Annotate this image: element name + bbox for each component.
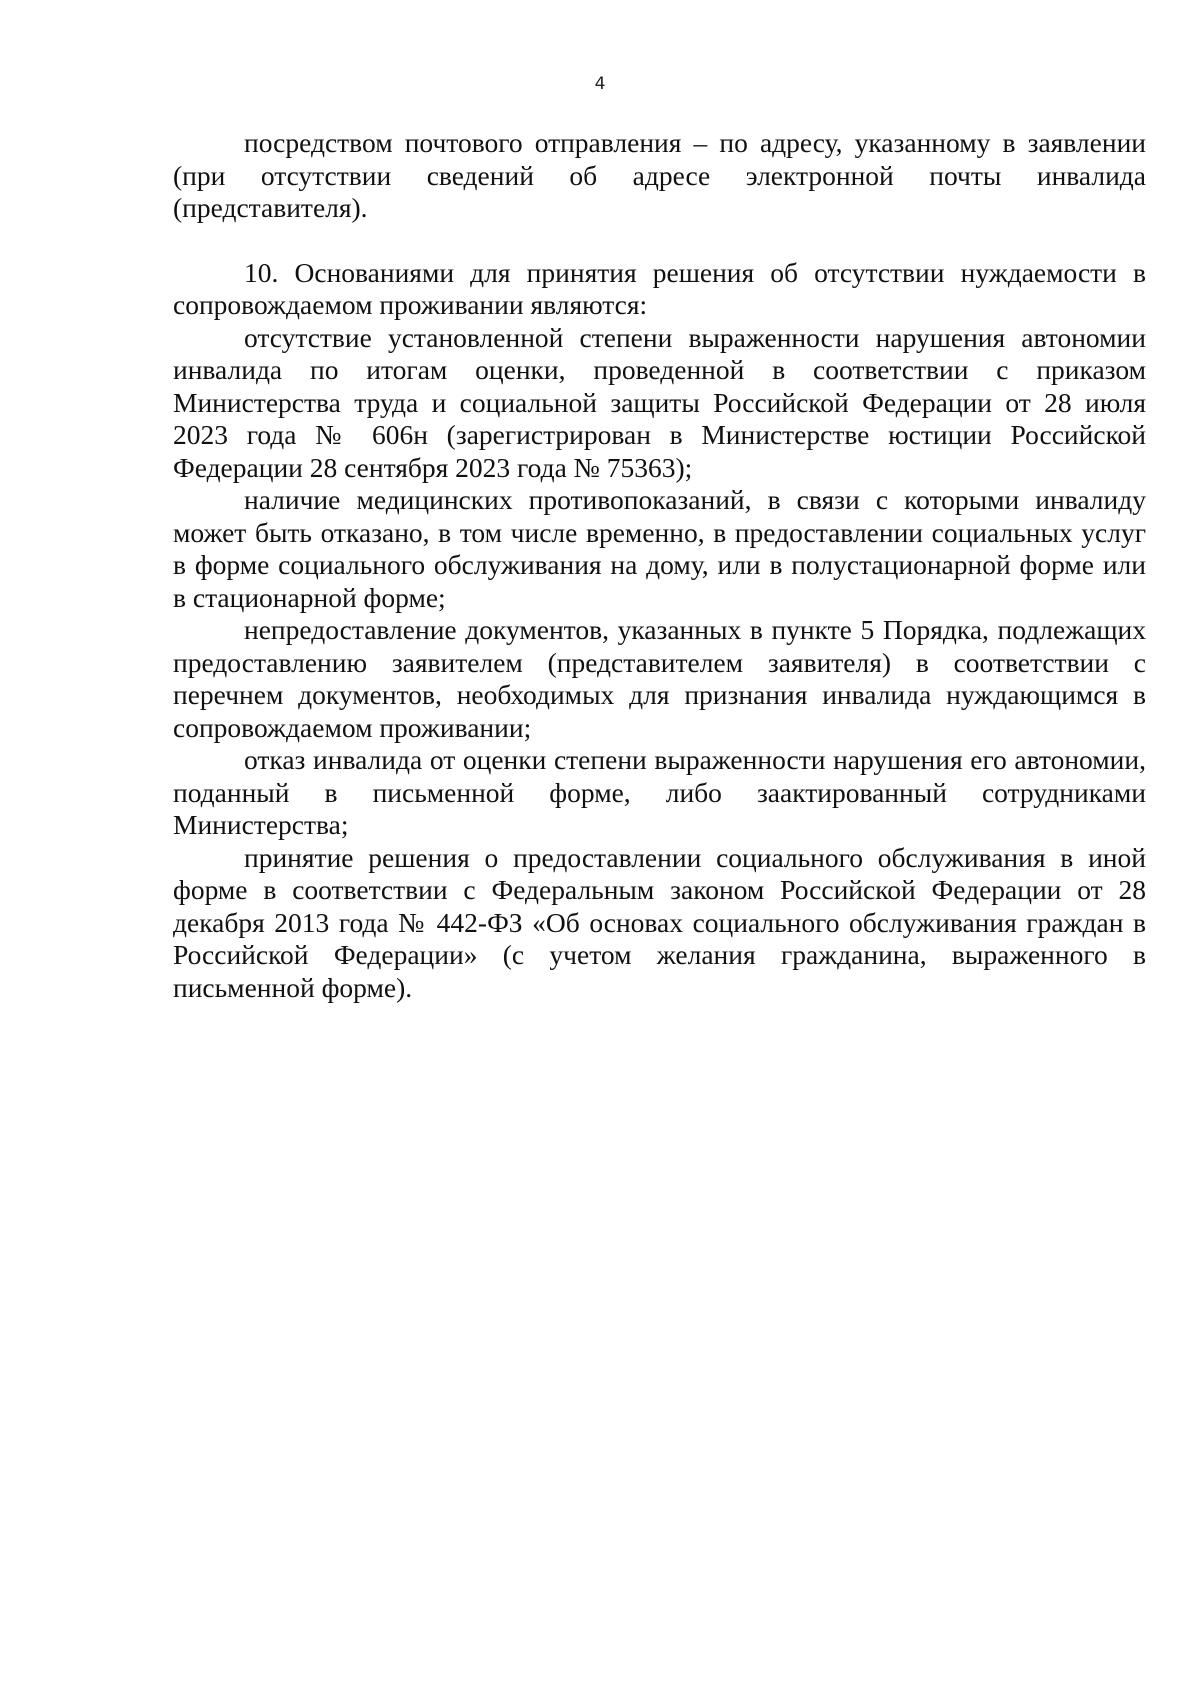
paragraph-other-service-form: принятие решения о предоставлении социального обслуживания в иной форме в соответствии с Федеральным законом Российской Федерации от 28 декабря 2013 года № 442-ФЗ «Об основах социального обслуживания граждан в Российской Федерации» (с учетом желания гражданина, выраженного в письменной форме).	[173, 841, 1146, 1003]
paragraph-item-10-heading: 10. Основаниями для принятия решения об отсутствии нуждаемости в сопровождаемом проживании являются:	[173, 256, 1146, 320]
paragraph-assessment-refusal: отказ инвалида от оценки степени выраженности нарушения его автономии, поданный в письменной форме, либо заактированный сотрудниками Министерства;	[173, 744, 1146, 840]
paragraph-postal-delivery: посредством почтового отправления – по адресу, указанному в заявлении (при отсутствии сведений об адресе электронной почты инвалида (представителя).	[173, 127, 1146, 223]
document-body	[173, 127, 1146, 1004]
paragraph-missing-documents: непредоставление документов, указанных в пункте 5 Порядка, подлежащих предоставлению заявителем (представителем заявителя) в соответствии с перечнем документов, необходимых для признания инвалида нуждающимся в сопровождаемом проживании;	[173, 614, 1146, 743]
page-number: 4	[594, 74, 606, 94]
paragraph-medical-contraindications: наличие медицинских противопоказаний, в связи с которыми инвалиду может быть отказано, в том числе временно, в предоставлении социальных услуг в форме социального обслуживания на дому, или в полустационарной форме или в стационарной форме;	[173, 484, 1146, 613]
paragraph-autonomy-assessment: отсутствие установленной степени выраженности нарушения автономии инвалида по итогам оценки, проведенной в соответствии с приказом Министерства труда и социальной защиты Российской Федерации от 28 июля 2023 года № 606н (зарегистрирован в Министерстве юстиции Российской Федерации 28 сентября 2023 года № 75363);	[173, 321, 1146, 483]
